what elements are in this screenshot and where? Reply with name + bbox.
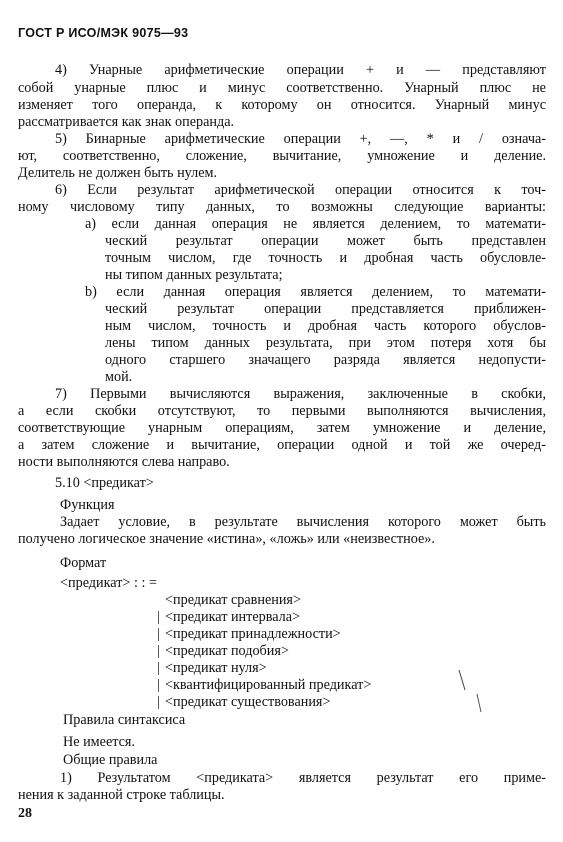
paragraph-line: 7) Первыми вычисляются выражения, заключенные в скобки, xyxy=(55,386,546,402)
list-item-line: ны типом данных результата; xyxy=(105,267,283,283)
list-item-line: одного старшего значащего разряда является недопусти- xyxy=(105,352,546,368)
grammar-alternative: <предикат принадлежности> xyxy=(165,626,341,642)
list-item-line: ным числом, точность и дробная часть которого обуслов- xyxy=(105,318,546,334)
grammar-alternative: <предикат существования> xyxy=(165,694,331,710)
list-item-line: ческий результат операции может быть представлен xyxy=(105,233,546,249)
grammar-alternative: <предикат интервала> xyxy=(165,609,301,625)
paragraph-line: а затем сложение и вычитание, операции одной и той же очеред- xyxy=(18,437,546,453)
list-item-line: мой. xyxy=(105,369,133,385)
list-item-line: ческий результат операции представляется приближен- xyxy=(105,301,546,317)
rule-line: нения к заданной строке таблицы. xyxy=(18,787,225,803)
paragraph-line: а если скобки отсутствуют, то первыми выполняются вычисления, xyxy=(18,403,546,419)
scan-artifact-marks xyxy=(455,668,495,718)
alt-bar: | xyxy=(157,677,160,693)
list-item-line: а) если данная операция не является делением, то математи- xyxy=(85,216,546,232)
paragraph-line: ному числовому типу данных, то возможны следующие варианты: xyxy=(18,199,546,215)
alt-bar: | xyxy=(157,626,160,642)
subheading-function: Функция xyxy=(60,497,115,513)
list-item-line: b) если данная операция является делением, то математи- xyxy=(85,284,546,300)
paragraph-line: соответствующие унарным операциям, затем умножение и деление, xyxy=(18,420,546,436)
paragraph-line: 6) Если результат арифметической операции относится к точ- xyxy=(55,182,546,198)
description-line: получено логическое значение «истина», «ложь» или «неизвестное». xyxy=(18,531,435,547)
page-number: 28 xyxy=(18,806,32,821)
paragraph-line: 4) Унарные арифметические операции + и — представляют xyxy=(55,62,546,78)
alt-bar: | xyxy=(157,694,160,710)
paragraph-line: рассматривается как знак операнда. xyxy=(18,114,235,130)
list-item-line: точным числом, где точность и дробная часть обусловле- xyxy=(105,250,546,266)
grammar-alternative: <предикат нуля> xyxy=(165,660,267,676)
paragraph-line: ности выполняются слева направо. xyxy=(18,454,230,470)
paragraph-line: изменяет того операнда, к которому он относится. Унарный минус xyxy=(18,97,546,113)
grammar-alternative: <предикат сравнения> xyxy=(165,592,301,608)
grammar-head: <предикат> : : = xyxy=(60,575,157,591)
grammar-alternative: <квантифицированный предикат> xyxy=(165,677,372,693)
section-heading: 5.10 <предикат> xyxy=(55,475,154,491)
rule-line: 1) Результатом <предиката> является результат его приме- xyxy=(60,770,546,786)
subheading-format: Формат xyxy=(60,555,107,571)
alt-bar: | xyxy=(157,609,160,625)
document-header: ГОСТ Р ИСО/МЭК 9075—93 xyxy=(18,26,189,40)
paragraph-line: 5) Бинарные арифметические операции +, —, * и / означа- xyxy=(55,131,546,147)
subheading-syntax-rules: Правила синтаксиса xyxy=(63,712,186,728)
paragraph-line: собой унарные плюс и минус соответственно. Унарный плюс не xyxy=(18,80,546,96)
subheading-general-rules: Общие правила xyxy=(63,752,158,768)
grammar-alternative: <предикат подобия> xyxy=(165,643,289,659)
alt-bar: | xyxy=(157,643,160,659)
alt-bar: | xyxy=(157,660,160,676)
description-line: Задает условие, в результате вычисления которого может быть xyxy=(60,514,546,530)
paragraph-line: Делитель не должен быть нулем. xyxy=(18,165,218,181)
list-item-line: лены типом данных результата, при этом потеря хотя бы xyxy=(105,335,546,351)
paragraph-line: ют, соответственно, сложение, вычитание, умножение и деление. xyxy=(18,148,546,164)
syntax-rules-none: Не имеется. xyxy=(63,734,135,750)
